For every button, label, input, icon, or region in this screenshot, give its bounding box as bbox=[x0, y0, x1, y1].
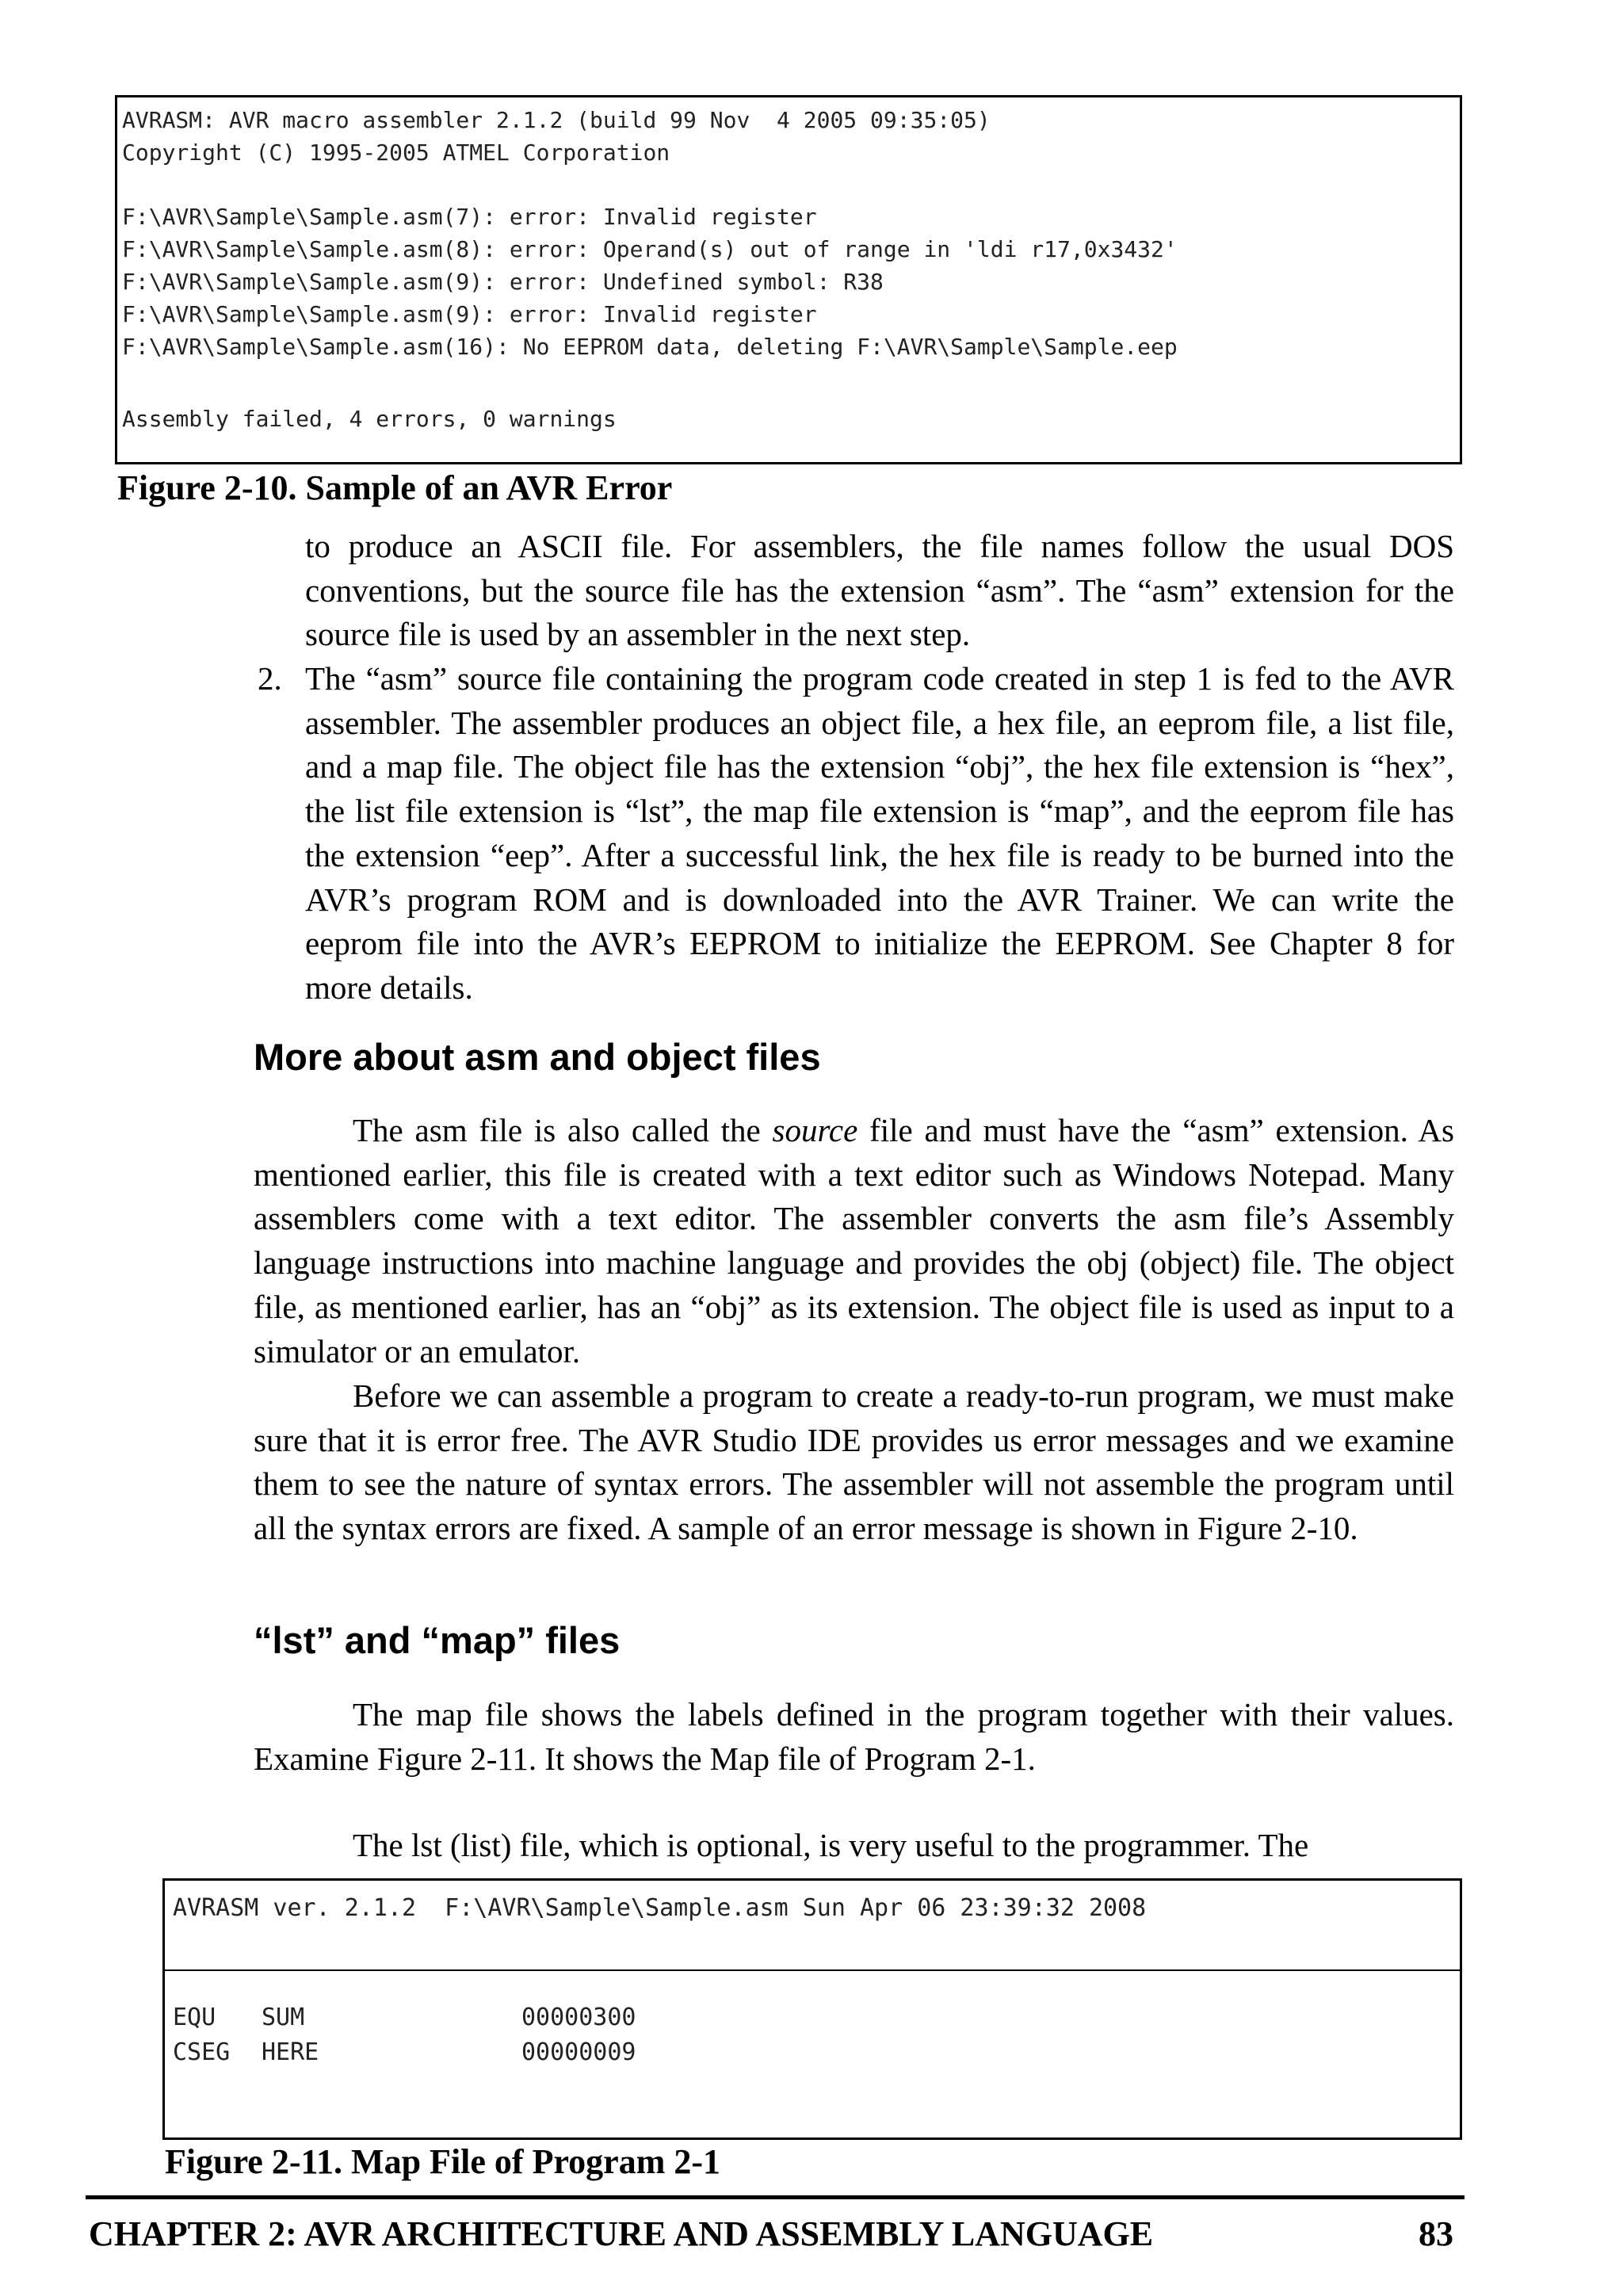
error-line-4: F:\AVR\Sample\Sample.asm(9): error: Invalid register bbox=[122, 301, 817, 327]
error-line-1: F:\AVR\Sample\Sample.asm(7): error: Invalid register bbox=[122, 204, 817, 230]
paragraph-lst-file: The lst (list) file, which is optional, is very useful to the programmer. The bbox=[353, 1827, 1309, 1863]
figure-2-11-caption: Figure 2-11. Map File of Program 2-1 bbox=[165, 2142, 721, 2181]
page-number: 83 bbox=[1419, 2214, 1453, 2253]
figure-2-11-map-file bbox=[162, 1878, 1462, 2140]
list-item-2-text: The “asm” source file containing the program code created in step 1 is fed to the AVR assembler. The assembler produces an object file, a hex file, an eeprom file, a list file, and a map file. The object file has the extension “obj”, the hex file extension is “hex”, the list file extension is “lst”, the map file extension is “map”, and the eeprom file has the extension “eep”. After a successful link, the hex file is ready to be burned into the AVR’s program ROM and is downloaded into the AVR Trainer. We can write the eeprom file into the AVR’s EEPROM to initialize the EEPROM. See Chapter 8 for more details. bbox=[305, 660, 1454, 1006]
paragraph-asm-source-file bbox=[254, 1109, 1454, 1373]
figure-2-10-caption: Figure 2-10. Sample of an AVR Error bbox=[117, 468, 673, 507]
figure-2-10-error-listing bbox=[115, 95, 1462, 464]
map-file-separator bbox=[165, 1969, 1460, 1971]
assembly-summary: Assembly failed, 4 errors, 0 warnings bbox=[122, 406, 617, 432]
paragraph-asm-source-text-b: file and must have the “asm” extension. As mentioned earlier, this file is created with a text editor such as Windows Notepad. Many assemblers come with a text editor. The assembler converts the asm file’s Assembly language instructions into machine language and provides the obj (object) file. The object file, as mentioned earlier, has an “obj” as its extension. The object file is used as input to a simulator or an emulator. bbox=[254, 1112, 1455, 1370]
map-row-1-type: EQU bbox=[173, 2004, 216, 2031]
paragraph-error-free: Before we can assemble a program to create a ready-to-run program, we must make sure that it is error free. The AVR Studio IDE provides us error messages and we examine them to see the nature of syntax errors. The assembler will not assemble the program until all the syntax errors are fixed. A sample of an error message is shown in Figure 2-10. bbox=[254, 1377, 1454, 1547]
map-row-1-label: SUM bbox=[262, 2004, 305, 2031]
emphasis-source: source bbox=[772, 1112, 858, 1148]
paragraph-map-file: The map file shows the labels defined in the program together with their values. Examine Figure 2-11. It shows the Map file of Program 2-1. bbox=[254, 1696, 1454, 1777]
assembler-header-line1: AVRASM: AVR macro assembler 2.1.2 (build 99 Nov 4 2005 09:35:05) bbox=[122, 107, 991, 133]
section-heading-asm-object-files: More about asm and object files bbox=[254, 1036, 821, 1078]
map-row-2-value: 00000009 bbox=[521, 2038, 636, 2066]
error-line-5: F:\AVR\Sample\Sample.asm(16): No EEPROM data, deleting F:\AVR\Sample\Sample.eep bbox=[122, 334, 1178, 360]
map-file-header: AVRASM ver. 2.1.2 F:\AVR\Sample\Sample.asm Sun Apr 06 23:39:32 2008 bbox=[173, 1894, 1147, 1922]
error-line-2: F:\AVR\Sample\Sample.asm(8): error: Operand(s) out of range in 'ldi r17,0x3432' bbox=[122, 236, 1178, 262]
error-line-3: F:\AVR\Sample\Sample.asm(9): error: Undefined symbol: R38 bbox=[122, 269, 884, 295]
assembler-copyright-line: Copyright (C) 1995-2005 ATMEL Corporation bbox=[122, 139, 670, 166]
map-row-2-label: HERE bbox=[262, 2038, 319, 2066]
list-item-2-number: 2. bbox=[258, 660, 282, 697]
section-heading-lst-map-files: “lst” and “map” files bbox=[254, 1619, 621, 1661]
footer-rule bbox=[86, 2195, 1465, 2199]
map-row-1-value: 00000300 bbox=[521, 2004, 636, 2031]
list-item-1-continuation: to produce an ASCII file. For assemblers, the file names follow the usual DOS conventions, but the source file has the extension “asm”. The “asm” extension for the source file is used by an assembler in the next step. bbox=[305, 528, 1454, 653]
map-row-2-type: CSEG bbox=[173, 2038, 231, 2066]
paragraph-asm-source-text-a: The asm file is also called the bbox=[353, 1112, 773, 1148]
chapter-footer-title: CHAPTER 2: AVR ARCHITECTURE AND ASSEMBLY LANGUAGE bbox=[89, 2214, 1154, 2253]
